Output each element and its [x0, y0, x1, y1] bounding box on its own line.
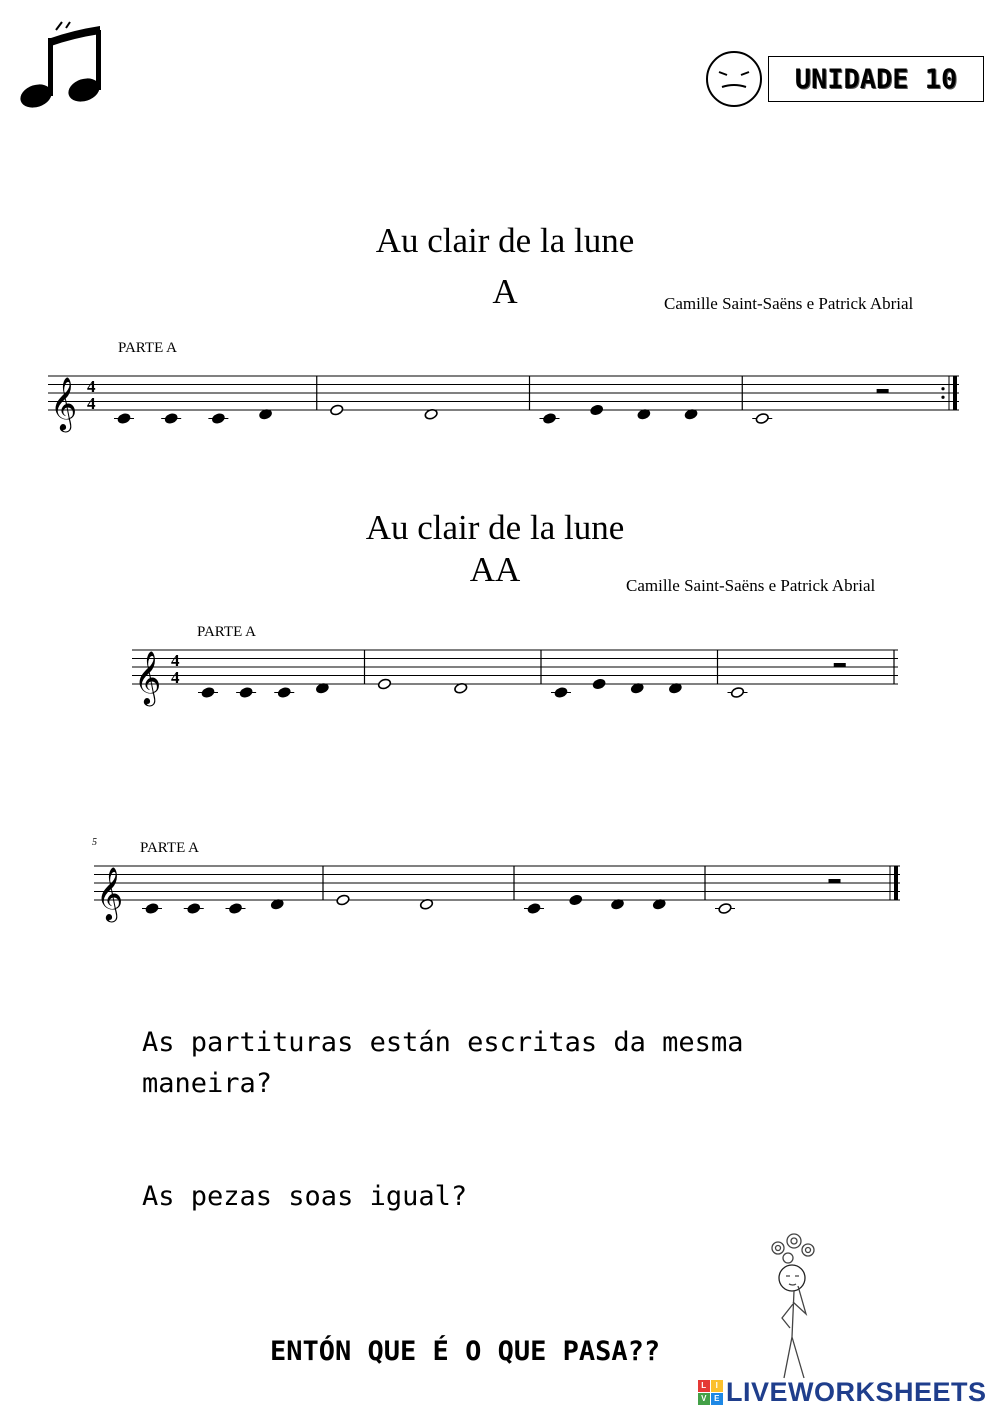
half-note: [336, 894, 350, 906]
half-note: [377, 678, 391, 690]
score-2-title: Au clair de la lune: [365, 508, 625, 547]
score-2-composer: Camille Saint-Saëns e Patrick Abrial: [626, 576, 876, 595]
score-2-subtitle: AA: [469, 550, 521, 589]
quarter-note: [542, 413, 556, 425]
half-rest: [829, 879, 841, 883]
question-1: As partituras están escritas da mesma maneira?: [142, 1027, 744, 1099]
quarter-note: [145, 903, 159, 915]
liveworksheets-squares-icon: L I V E: [698, 1380, 723, 1405]
quarter-note: [592, 678, 606, 690]
quarter-note: [554, 687, 568, 699]
time-signature: 4: [171, 651, 180, 670]
quarter-note: [239, 687, 253, 699]
score-1-staff: [48, 370, 963, 430]
half-rest: [834, 663, 846, 667]
half-note: [330, 404, 344, 416]
double-eighth-note-icon: [16, 20, 112, 112]
treble-clef-icon: 𝄞: [96, 866, 124, 920]
quarter-note: [117, 413, 131, 425]
unit-label: UNIDADE 10: [768, 56, 984, 102]
liveworksheets-logo: [698, 1377, 987, 1408]
half-note: [730, 687, 744, 699]
treble-clef-icon: 𝄞: [50, 376, 78, 430]
score-1-part-label: PARTE A: [118, 340, 177, 356]
question-2: As pezas soas igual?: [142, 1181, 468, 1212]
quarter-note: [201, 687, 215, 699]
half-rest: [877, 389, 889, 393]
final-bar: [894, 866, 898, 900]
final-question: ENTÓN QUE É O QUE PASA??: [270, 1336, 661, 1367]
measure-number: 5: [92, 837, 97, 848]
quarter-note: [211, 413, 225, 425]
repeat-dot: [941, 387, 944, 390]
score-2-staff-2: [94, 860, 904, 920]
score-2-staff-1: [132, 644, 902, 704]
half-note: [755, 413, 769, 425]
score-2-part-2-label: PARTE A: [140, 840, 199, 856]
time-signature: 4: [171, 668, 180, 687]
quarter-note: [590, 404, 604, 416]
score-1-subtitle: A: [492, 272, 518, 311]
quarter-note: [277, 687, 291, 699]
quarter-note: [228, 903, 242, 915]
quarter-note: [187, 903, 201, 915]
repeat-dot: [941, 396, 944, 399]
thinking-person-icon: [764, 1232, 824, 1382]
half-note: [718, 903, 732, 915]
time-signature: 4: [87, 394, 96, 413]
treble-clef-icon: 𝄞: [134, 650, 162, 704]
score-1-composer: Camille Saint-Saëns e Patrick Abrial: [664, 294, 914, 313]
time-signature: 4: [87, 377, 96, 396]
score-2-part-1-label: PARTE A: [197, 624, 256, 640]
score-1-title: Au clair de la lune: [375, 221, 635, 260]
quarter-note: [569, 894, 583, 906]
quarter-note: [527, 903, 541, 915]
liveworksheets-brand-text: LIVEWORKSHEETS: [726, 1377, 987, 1407]
quarter-note: [164, 413, 178, 425]
final-bar: [953, 376, 957, 410]
unhappy-face-icon: [703, 51, 765, 107]
